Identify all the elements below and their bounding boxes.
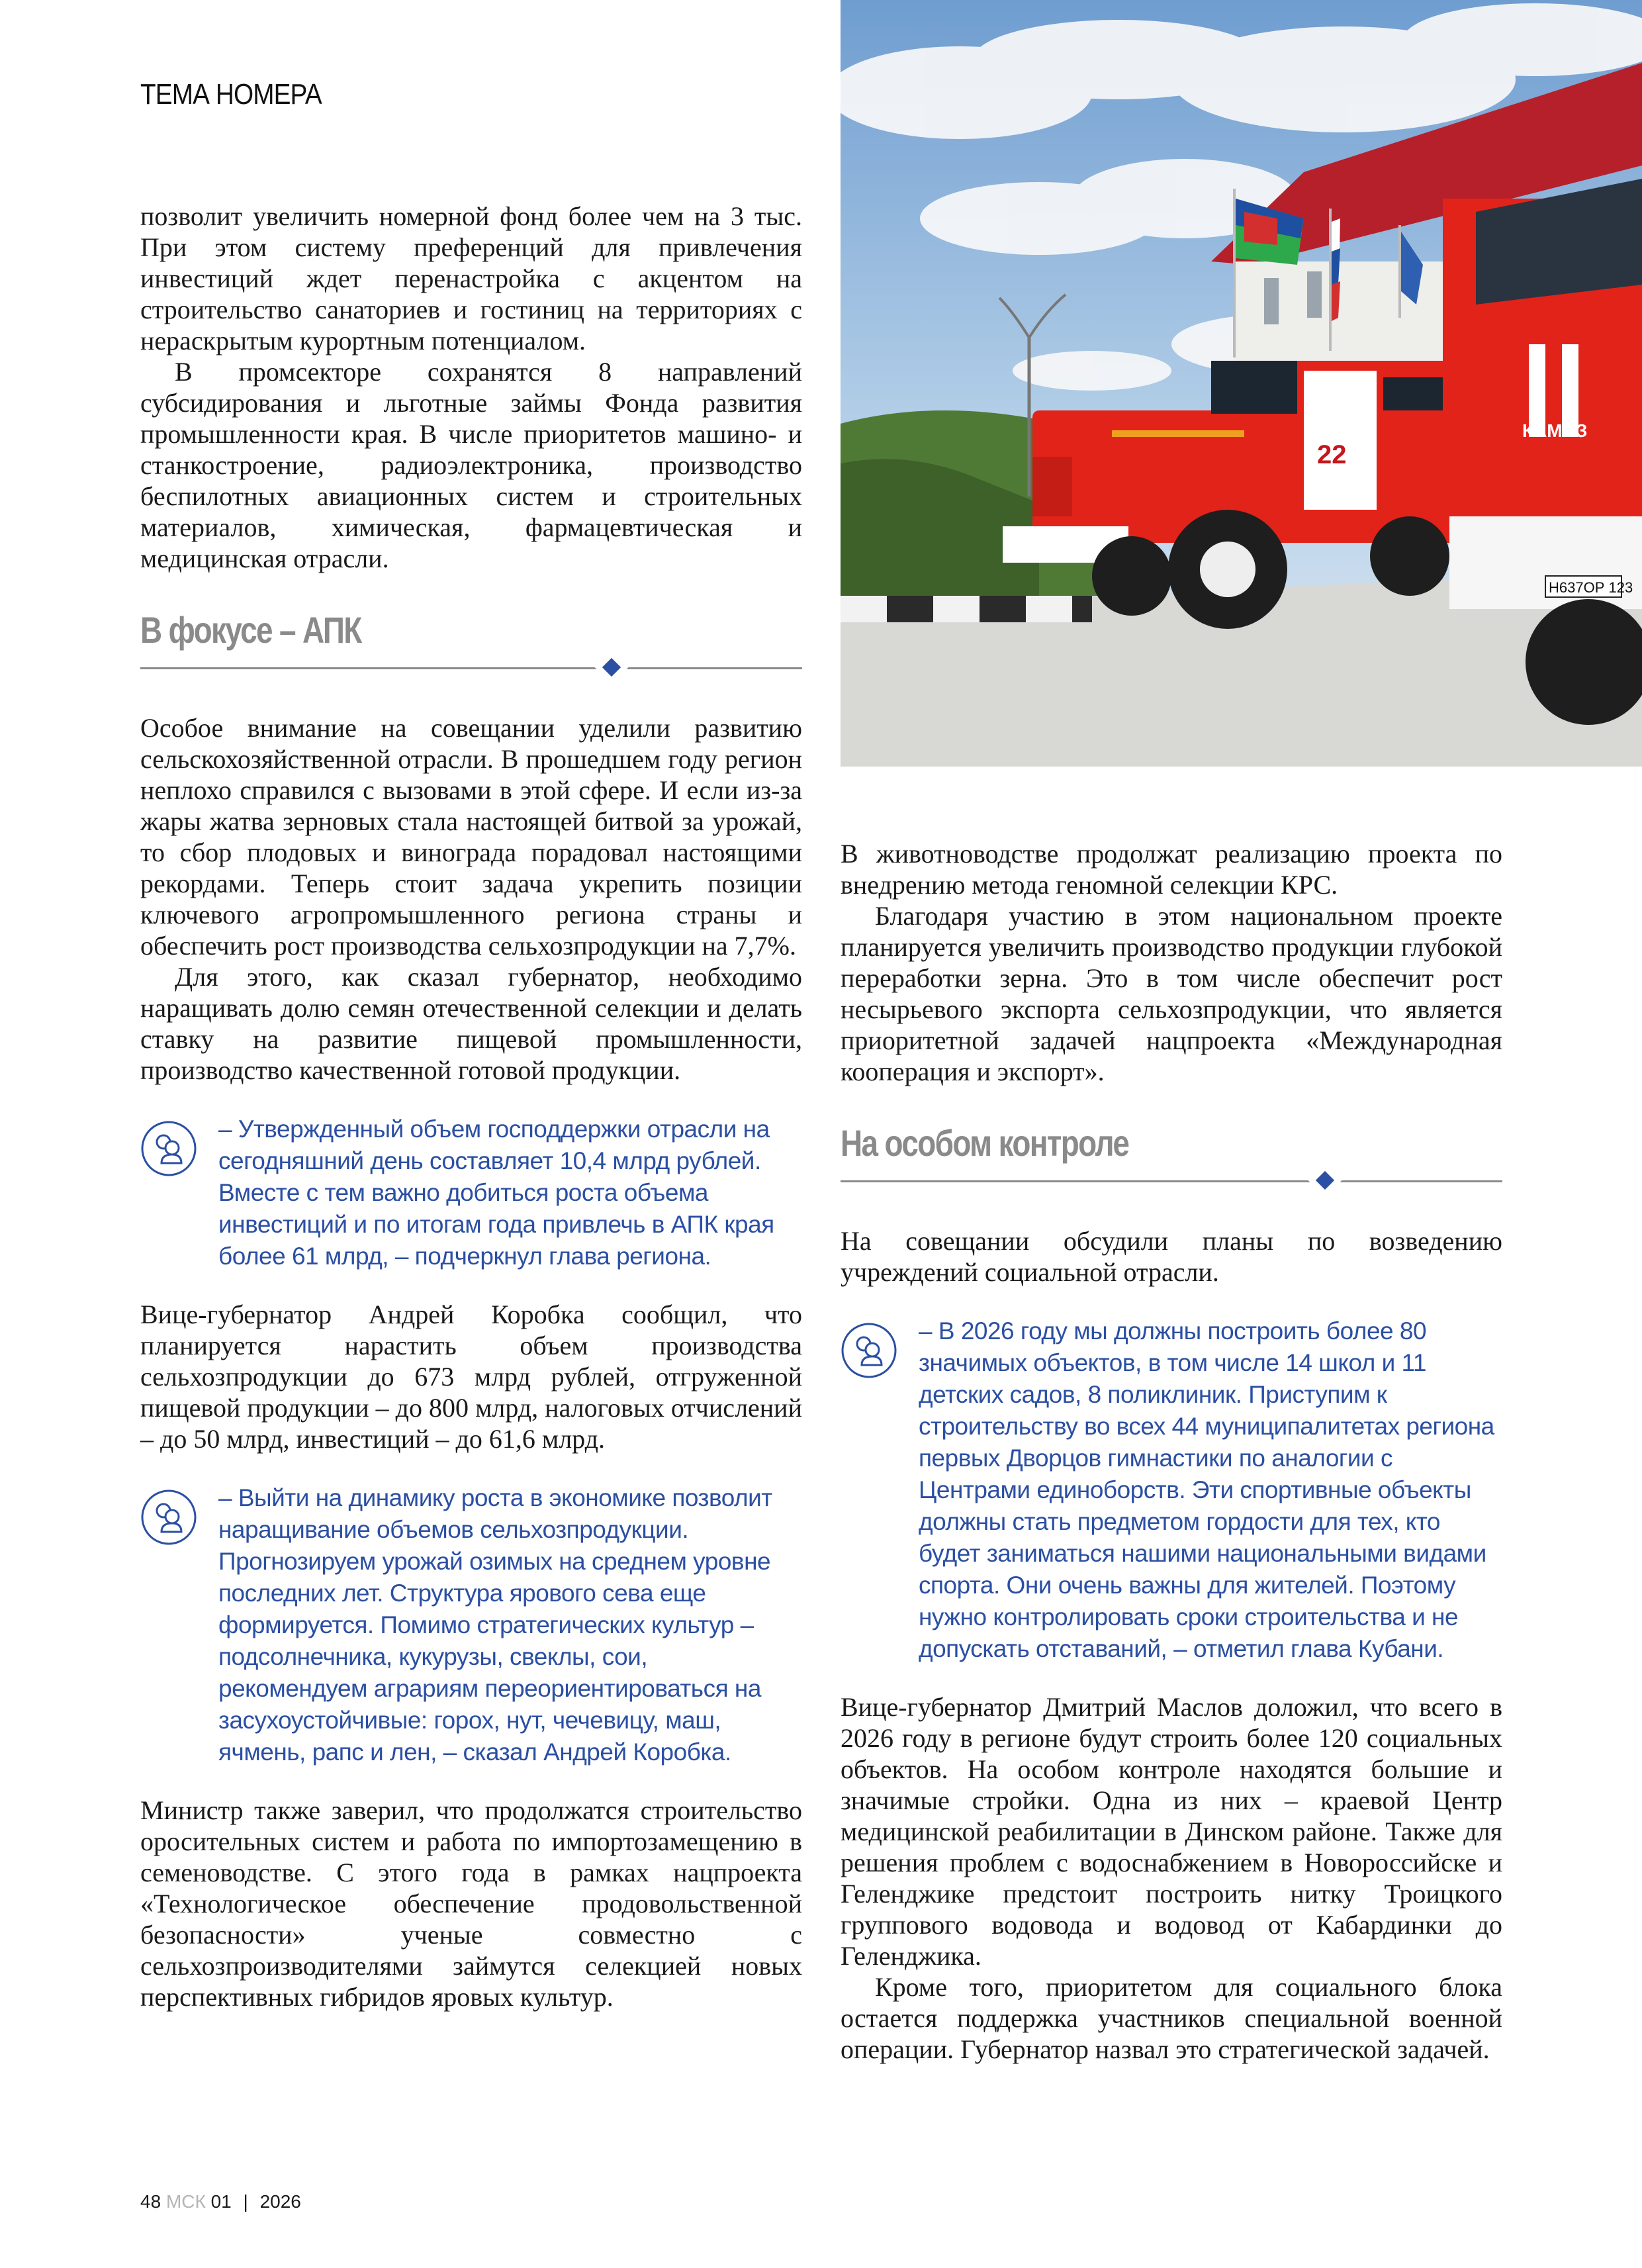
pull-quote bbox=[841, 1315, 1502, 1665]
quote-text: – Выйти на динамику роста в экономике позволит наращивание объемов сельхозпродукции. Прогнозируем урожай озимых на среднем уровне последних лет. Структура ярового сева еще формируется. Помимо стратегических культур – подсолнечника, кукурузы, свеклы, сои, рекомендуем аграриям переориентироваться на засухоустойчивые: горох, нут, чечевицу, маш, ячмень, рапс и лен, – сказал Андрей Коробка. bbox=[218, 1484, 772, 1766]
speech-bubble-person-icon bbox=[140, 1489, 197, 1546]
paragraph: Кроме того, приоритетом для социального блока остается поддержка участников специальной военной операции. Губернатор назвал это стратегической задачей. bbox=[841, 1972, 1502, 2064]
quote-text: – В 2026 году мы должны построить более 80 значимых объектов, в том числе 14 школ и 11 детских садов, 8 поликлиник. Приступим к строительству во всех 44 муниципалитетах региона первых Дворцов гимнастики по аналогии с Центрами единоборств. Эти спортивные объекты должны стать предметом гордости для тех, кто будет заниматься нашими национальными видами спорта. Они очень важны для жителей. Поэтому нужно контролировать сроки строительства и не допускать отставаний, – отметил глава Кубани. bbox=[919, 1317, 1494, 1662]
section-divider bbox=[841, 1171, 1502, 1191]
divider-line bbox=[140, 667, 802, 669]
section-heading-control: На особом контроле bbox=[841, 1122, 1129, 1164]
diamond-icon bbox=[1316, 1171, 1334, 1190]
paragraph: Для этого, как сказал губернатор, необходимо наращивать долю семян отечественной селекции и делать ставку на развитие пищевой промышленности, производство качественной готовой продукции. bbox=[140, 962, 802, 1085]
section-heading-apk: В фокусе – АПК bbox=[140, 609, 361, 651]
paragraph: позволит увеличить номерной фонд более чем на 3 тыс. При этом систему преференций для привлечения инвестиций ждет перенастройка с акцентом на строительство санаториев и гостиниц на территориях с нераскрытым курортным потенциалом. bbox=[140, 201, 802, 355]
footer-separator: | bbox=[243, 2191, 248, 2212]
page-footer bbox=[140, 2191, 301, 2212]
issue-number: 01 bbox=[210, 2191, 232, 2212]
truck-number-text: 22 bbox=[1317, 440, 1347, 469]
pull-quote bbox=[140, 1113, 802, 1272]
paragraph: Вице-губернатор Андрей Коробка сообщил, что планируется нарастить объем производства сельхозпродукции до 673 млрд рублей, отгруженной пищевой продукции – до 800 млрд, налоговых отчислений – до 50 млрд, инвестиций – до 61,6 млрд. bbox=[140, 1299, 802, 1454]
paragraph: Особое внимание на совещании уделили развитию сельскохозяйственной отрасли. В прошедшем году регион неплохо справился с вызовами в этой сфере. И если из-за жары жатва зерновых стала настоящей битвой за урожай, то сбор плодовых и винограда порадовал настоящими рекордами. Теперь стоит задача укрепить позиции ключевого агропромышленного региона страны и обеспечить рост производства сельхозпродукции на 7,7%. bbox=[140, 713, 802, 961]
left-column bbox=[140, 201, 802, 2012]
section-divider bbox=[140, 658, 802, 678]
paragraph: Благодаря участию в этом национальном проекте планируется увеличить производство продукции глубокой переработки зерна. Это в том числе обеспечит рост несырьевого экспорта сельхозпродукции, что является приоритетной задачей нацпроекта «Международная кооперация и экспорт». bbox=[841, 901, 1502, 1086]
page-number: 48 bbox=[140, 2191, 161, 2212]
paragraph: Вице-губернатор Дмитрий Маслов доложил, что всего в 2026 году в регионе будут строить более 120 социальных объектов. На особом контроле находятся большие и значимые стройки. Одна из них – краевой Центр медицинской реабилитации в Динском районе. Также для решения проблем с водоснабжением в Новороссийске и Геленджике предстоит построить нитку Троицкого группового водовода и водовод от Кабардинки до Геленджика. bbox=[841, 1692, 1502, 1971]
issue-year: 2026 bbox=[259, 2191, 301, 2212]
quote-text: – Утвержденный объем господдержки отрасли на сегодняшний день составляет 10,4 млрд рублей. Вместе с тем важно добиться роста объема инвестиций и по итогам года привлечь в АПК края более 61 млрд, – подчеркнул глава региона. bbox=[218, 1115, 774, 1270]
truck-brand-text: КАМАЗ bbox=[1522, 420, 1588, 441]
diamond-icon bbox=[602, 658, 621, 677]
paragraph: В промсекторе сохранятся 8 направлений субсидирования и льготные займы Фонда развития промышленности края. В числе приоритетов машино- и станкостроение, радиоэлектроника, производство беспилотных авиационных систем и строительных материалов, химическая, фармацевтическая и медицинская отрасли. bbox=[140, 357, 802, 573]
photo-illustration bbox=[841, 0, 1642, 767]
paragraph: В животноводстве продолжат реализацию проекта по внедрению метода геномной селекции КРС. bbox=[841, 839, 1502, 900]
speech-bubble-person-icon bbox=[140, 1120, 197, 1177]
fire-trucks-photo bbox=[841, 0, 1642, 767]
pull-quote bbox=[140, 1482, 802, 1768]
magazine-brand: МСК bbox=[165, 2191, 206, 2212]
license-plate-text: Н637ОР 123 bbox=[1549, 579, 1633, 596]
speech-bubble-person-icon bbox=[841, 1322, 897, 1379]
divider-line bbox=[841, 1180, 1502, 1182]
paragraph: На совещании обсудили планы по возведению учреждений социальной отрасли. bbox=[841, 1226, 1502, 1287]
running-head: ТЕМА НОМЕРА bbox=[140, 78, 322, 111]
paragraph: Министр также заверил, что продолжатся строительство оросительных систем и работа по импортозамещению в семеноводстве. С этого года в рамках нацпроекта «Технологическое обеспечение продовольственной безопасности» ученые совместно с сельхозпроизводителями займутся селекцией новых перспективных гибридов яровых культур. bbox=[140, 1795, 802, 2012]
right-column bbox=[841, 838, 1502, 2065]
